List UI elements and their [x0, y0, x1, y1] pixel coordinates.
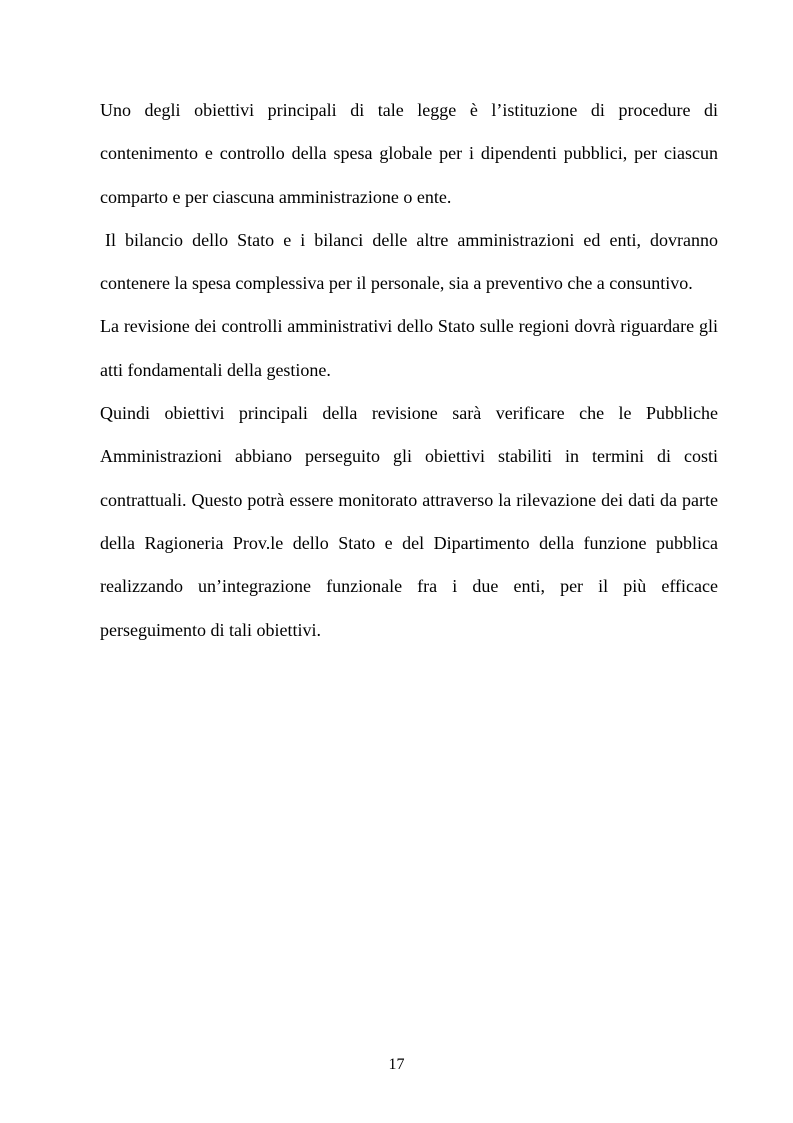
paragraph-3: La revisione dei controlli amministrativi dello Stato sulle regioni dovrà riguardare gli atti fondamentali della gestione. — [100, 316, 718, 380]
paragraph-2: Il bilancio dello Stato e i bilanci delle altre amministrazioni ed enti, dovranno contenere la spesa complessiva per il personale, sia a preventivo che a consuntivo. — [100, 229, 718, 294]
body-text — [100, 89, 718, 652]
paragraph-1: Uno degli obiettivi principali di tale legge è l’istituzione di procedure di contenimento e controllo della spesa globale per i dipendenti pubblici, per ciascun comparto e per ciascuna amministrazione o ente. — [100, 100, 718, 207]
page-number: 17 — [388, 1056, 405, 1073]
paragraph-4: Quindi obiettivi principali della revisione sarà verificare che le Pubbliche Amministrazioni abbiano perseguito gli obiettivi stabiliti in termini di costi contrattuali. Questo potrà essere monitorato attraverso la rilevazione dei dati da parte della Ragioneria Prov.le dello Stato e del Dipartimento della funzione pubblica realizzando un’integrazione funzionale fra i due enti, per il più efficace perseguimento di tali obiettivi. — [100, 403, 718, 640]
